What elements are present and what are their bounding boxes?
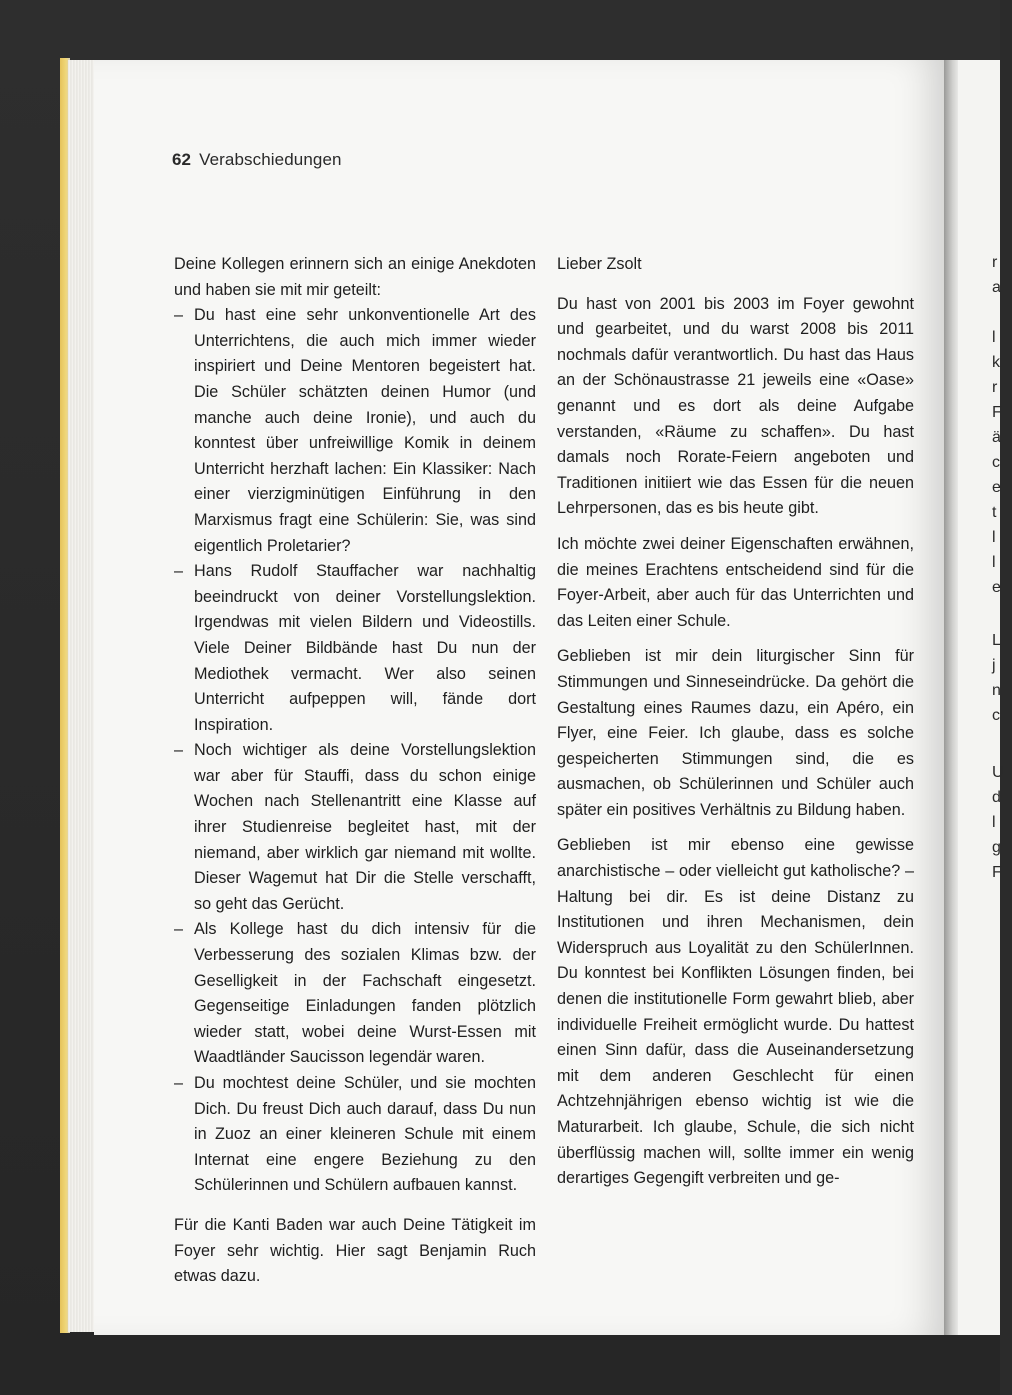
next-page-fragment: ä bbox=[992, 429, 1001, 446]
salutation: Lieber Zsolt bbox=[557, 255, 642, 273]
next-page-fragment: F bbox=[992, 404, 1002, 421]
next-page-fragment: r bbox=[992, 254, 998, 271]
next-page-fragment: d bbox=[992, 789, 1001, 806]
next-page-fragment: t bbox=[992, 504, 997, 521]
next-page-fragment: l bbox=[992, 554, 996, 571]
next-page-fragment: k bbox=[992, 354, 1000, 371]
page-number: 62 bbox=[172, 150, 192, 169]
next-page-fragment: g bbox=[992, 839, 1001, 856]
intro-paragraph: Deine Kollegen erinnern sich an einige Anekdoten und haben sie mit mir geteilt: bbox=[174, 255, 536, 299]
next-page-fragment: e bbox=[992, 479, 1001, 496]
next-page-fragment: c bbox=[992, 454, 1000, 471]
next-page-fragment: c bbox=[992, 707, 1000, 724]
list-item: – Als Kollege hast du dich intensiv für die Verbesserung des sozialen Klimas bzw. der Geselligkeit in der Fachschaft eingesetzt. Gegenseitige Einladungen fanden plötzlich wieder statt, wobei deine Wurst-Essen mit Waadtländer Saucisson legendär waren. bbox=[174, 917, 536, 1071]
body-paragraph: Geblieben ist mir ebenso eine gewisse anarchistische – oder vielleicht gut katholische? – Haltung bei dir. Es ist deine Distanz zu Institutionen und ihren Mechanismen, dein Widerspruch aus Loyalität zu den SchülerInnen. Du konntest bei Konflikten Lösungen finden, bei denen die institutionelle Form gewahrt blieb, aber individuelle Freiheit ermöglicht wurde. Du hattest einen Sinn dafür, dass die Auseinandersetzung mit dem anderen Geschlecht für einen Achtzehnjährigen ebenso wichtig ist wie die Maturarbeit. Ich glaube, Schule, die sich nicht überflüssig machen will, sollte immer ein wenig derartiges Gegengift verbreiten und ge- bbox=[557, 836, 914, 1188]
left-column bbox=[174, 252, 536, 1300]
book-gutter bbox=[944, 60, 958, 1335]
anecdote-list bbox=[174, 303, 536, 1199]
body-paragraph: Geblieben ist mir dein liturgischer Sinn für Stimmungen und Sinneseindrücke. Da gehört die Gestaltung eines Raumes dazu, ein Apéro, ein Flyer, eine Feier. Ich glaube, dass es solche gespeicherten Stimmungen sind, die es ausmachen, ob Schülerinnen und Schüler auch später ein positives Verhältnis zu Bildung haben. bbox=[557, 647, 914, 819]
next-page-fragment: e bbox=[992, 579, 1001, 596]
next-page-fragment: a bbox=[992, 279, 1001, 296]
next-page-fragment: l bbox=[992, 814, 996, 831]
list-item: – Hans Rudolf Stauffacher war nachhaltig beeindruckt von deiner Vorstellungslektion. Irgendwas mit vielen Bildern und Videostills. Viele Deiner Bildbände hast Du nun der Mediothek vermacht. Wer also seinen Unterricht aufpeppen will, fände dort Inspiration. bbox=[174, 559, 536, 738]
next-page-fragment: L bbox=[992, 632, 1001, 649]
section-title: Verabschiedungen bbox=[199, 150, 342, 169]
next-page-fragment: r bbox=[992, 379, 998, 396]
body-paragraph: Du hast von 2001 bis 2003 im Foyer gewohnt und gearbeitet, und du warst 2008 bis 2011 nochmals dafür verantwortlich. Du hast das Haus an der Schönaustrasse 21 jeweils eine «Oase» genannt und es dort als deine Aufgabe verstanden, «Räume zu schaffen». Du hast damals noch Rorate-Feiern angeboten und Traditionen initiiert wie das Essen für die neuen Lehrpersonen, das es bis heute gibt. bbox=[557, 294, 914, 518]
next-page-fragment: U bbox=[992, 764, 1004, 781]
next-page-fragment: j bbox=[992, 657, 996, 674]
list-item: – Du hast eine sehr unkonventionelle Art des Unterrichtens, die auch mich immer wieder inspiriert und Deine Mentoren begeistert hat. Die Schüler schätzten deinen Humor (und manche auch deine Ironie), und auch du konntest über unfreiwillige Komik in deinem Unterricht herzhaft lachen: Ein Klassiker: Nach einer vierzigminütigen Einführung in den Marxismus fragt eine Schülerin: Sie, was sind eigentlich Proletarier? bbox=[174, 303, 536, 559]
right-column bbox=[557, 252, 914, 1202]
next-page-fragment: l bbox=[992, 329, 996, 346]
next-page-fragment: F bbox=[992, 864, 1002, 881]
body-paragraph: Ich möchte zwei deiner Eigenschaften erwähnen, die meines Erachtens entscheidend sind für die Foyer-Arbeit, aber auch für das Unterrichten und das Leiten einer Schule. bbox=[557, 534, 914, 630]
running-head bbox=[172, 150, 342, 170]
next-page-fragment: l bbox=[992, 529, 996, 546]
list-item: – Noch wichtiger als deine Vorstellungslektion war aber für Stauffi, dass du schon einige Wochen nach Stellenantritt eine Klasse auf ihrer Studienreise begleitet hast, mit der niemand, aber wirklich gar niemand mit wollte. Dieser Wagemut hat Dir die Stelle verschafft, so geht das Gerücht. bbox=[174, 738, 536, 917]
closing-paragraph: Für die Kanti Baden war auch Deine Tätigkeit im Foyer sehr wichtig. Hier sagt Benjamin Ruch etwas dazu. bbox=[174, 1215, 536, 1286]
list-item: – Du mochtest deine Schüler, und sie mochten Dich. Du freust Dich auch darauf, dass Du nun in Zuoz an einer kleineren Schule mit einem Internat eine engere Beziehung zu den Schülerinnen und Schülern aufbauen kannst. bbox=[174, 1071, 536, 1199]
next-page-fragment: n bbox=[992, 682, 1001, 699]
next-page bbox=[958, 60, 1004, 1335]
